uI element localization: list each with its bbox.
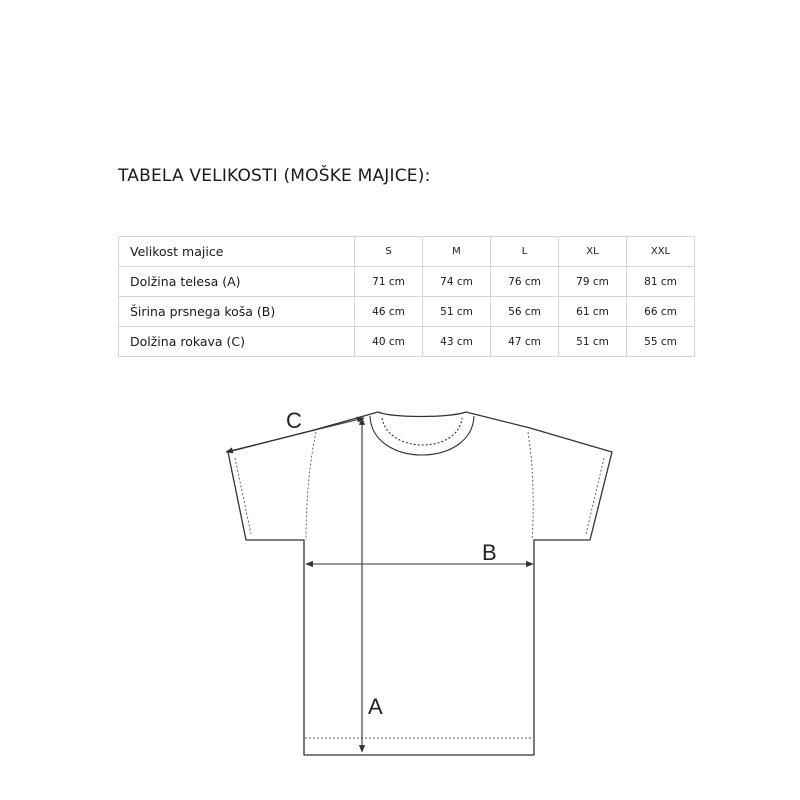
tshirt-collar <box>370 416 474 455</box>
table-header-label: Velikost majice <box>119 237 355 267</box>
table-cell: 56 cm <box>491 297 559 327</box>
row-label: Dolžina telesa (A) <box>119 267 355 297</box>
table-cell: 71 cm <box>355 267 423 297</box>
table-cell: 79 cm <box>559 267 627 297</box>
table-cell: 43 cm <box>423 327 491 357</box>
row-label: Dolžina rokava (C) <box>119 327 355 357</box>
size-header-m: M <box>423 237 491 267</box>
tshirt-outline <box>228 412 612 755</box>
label-c: C <box>286 408 302 433</box>
label-b: B <box>482 540 497 565</box>
table-cell: 76 cm <box>491 267 559 297</box>
table-cell: 46 cm <box>355 297 423 327</box>
row-label: Širina prsnega koša (B) <box>119 297 355 327</box>
size-header-xxl: XXL <box>627 237 695 267</box>
table-cell: 51 cm <box>559 327 627 357</box>
table-cell: 40 cm <box>355 327 423 357</box>
table-cell: 66 cm <box>627 297 695 327</box>
size-header-s: S <box>355 237 423 267</box>
size-header-xl: XL <box>559 237 627 267</box>
size-table-title: TABELA VELIKOSTI (MOŠKE MAJICE): <box>118 166 431 186</box>
size-header-l: L <box>491 237 559 267</box>
label-a: A <box>368 694 383 719</box>
table-cell: 51 cm <box>423 297 491 327</box>
table-cell: 61 cm <box>559 297 627 327</box>
table-cell: 81 cm <box>627 267 695 297</box>
table-cell: 74 cm <box>423 267 491 297</box>
table-cell: 55 cm <box>627 327 695 357</box>
tshirt-stitching <box>235 432 604 738</box>
table-cell: 47 cm <box>491 327 559 357</box>
